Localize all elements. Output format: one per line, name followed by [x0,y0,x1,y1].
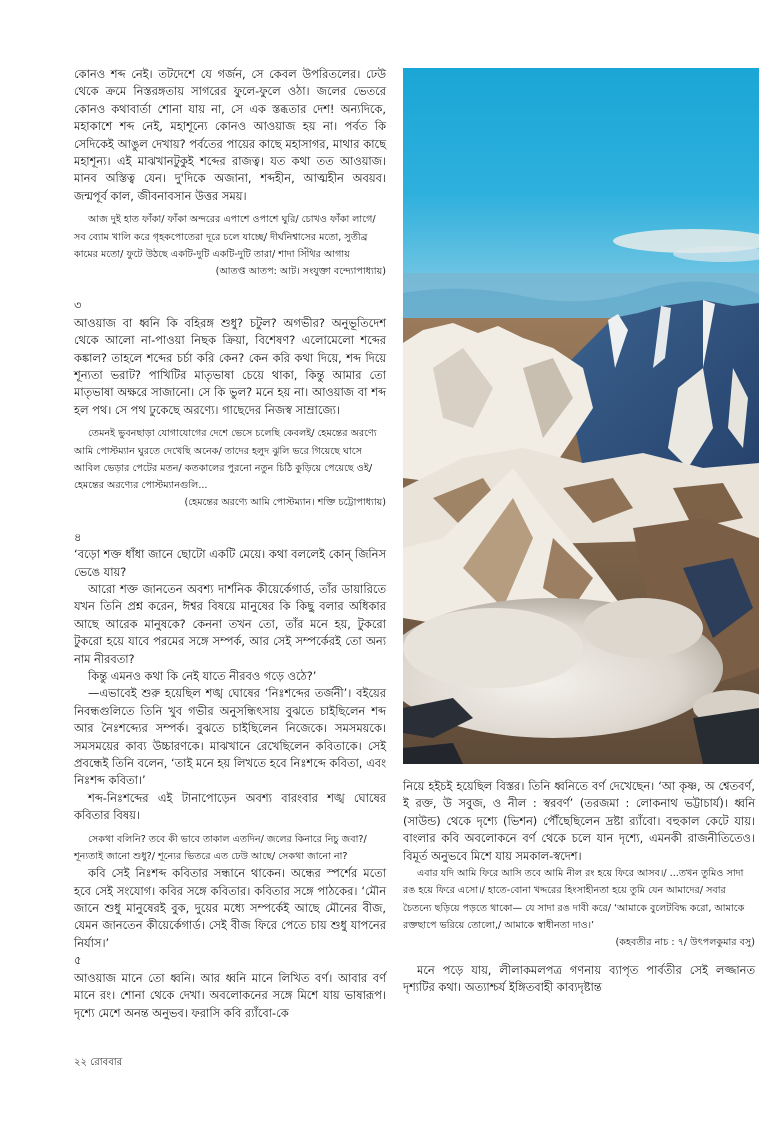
section-4-paragraph-6: কবি সেই নিঃশব্দ কবিতার সন্ধানে থাকেন। অন্ধের স্পর্শের মতো হবে সেই সংযোগ। কবির সঙ্গে কবিতার। কবিতার সঙ্গে পাঠকের। ‘মৌন জানে শুধু মানুষেরই বুক, দুয়ের মধ্যে সম্পর্কেই আছে মৌনের বীজ, যেমন জানতেন কীয়ের্কেগার্ড। সেই বীজ ফিরে পেতে চায় শুধু যাপনের নির্যাস।’ [74,866,386,950]
section-5-paragraph: আওয়াজ মানে তো ধ্বনি। আর ধ্বনি মানে লিখিত বর্ণ। আবার বর্ণ মানে রং। শোনা থেকে দেখা। অবলোকনের সঙ্গে মিশে যায় ভাষারূপ। দৃশ্যে মেশে অনন্ত অনুভব। ফরাসি কবি র‍্যাঁবো-কে [74,970,386,1020]
section-number-3: ৩ [74,298,82,313]
poem-quote-4: এবার যদি আমি ফিরে আসি তবে আমি নীল রং হয়ে ফিরে আসব।/ ...তখন তুমিও সাদা রঙ হয়ে ফিরে এসো।/ হাতে-বোনা খদ্দরের হিংসাহীনতা হয়ে তুমি যেন আমাদের/ সবার চৈতন্যে ছড়িয়ে পড়তে থাকো— যে সাদা রঙ দাবী করে/ ‘আমাকে বুলেটবিদ্ধ করো, আমাকে রক্তছাপে ভরিয়ে তোলো,/ আমাকে স্বাধীনতা দাও।’ [403,868,745,931]
section-4-paragraph-3: কিন্তু এমনও কথা কি নেই যাতে নীরবও গড়ে ওঠে?’ [88,669,317,684]
poem-quote-2: তেমনই ভুবনছাড়া যোগাযোগের দেশে ভেসে চলেছি কেবলই/ হেমন্তের অরণ্যে আমি পোস্টম্যান ঘুরতে দেখেছি অনেক/ তাদের হলুদ ঝুলি ভরে গিয়েছে ঘাসে আবিল ভেড়ার পেটের মতন/ কতকালের পুরনো নতুন চিঠি কুড়িয়ে পেয়েছে ওই/ হেমন্তের অরণ্যের পোস্টম্যানগুলি... [74,428,377,492]
mountain-landscape-image [403,68,759,764]
section-number-4: ৪ [74,529,82,544]
poem-citation-2: (হেমন্তের অরণ্যে আমি পোস্টম্যান। শক্তি চট্টোপাধ্যায়) [184,497,386,509]
section-4-quote: ‘বড়ো শক্ত ধাঁধা জানে ছোটো একটি মেয়ে। কথা বললেই কোন্ জিনিস ভেঙে যায়? [74,547,386,579]
intro-paragraph: কোনও শব্দ নেই। তটদেশে যে গর্জন, সে কেবল উপরিতলের। ঢেউ থেকে ক্রমে নিস্তরঙ্গতায় সাগরের ফুলে-ফুলে ওঠা। জলের ভেতরে কোনও কথাবার্তা শোনা যায় না, সে এক স্তব্ধতার দেশ! অন্যদিকে, মহাকাশে শব্দ নেই, মহাশূন্যে কোনও আওয়াজ হয় না। পর্বত কি সেদিকেই আঙুল দেখায়? পর্বতের পায়ের কাছে মহাসাগর, মাথার কাছে মহাশূন্য। এই মাঝখানটুকুই শব্দের রাজত্ব। যত কথা তত আওয়াজ। মানব অস্তিত্ব যেন। দু'দিকে অজানা, শব্দহীন, আত্মহীন অবয়ব। জন্মপূর্ব কাল, জীবনাবসান উত্তর সময়। [74,67,386,203]
poem-quote-1: আজ দুই হাত ফাঁকা/ ফাঁকা অন্দরের এপাশে ওপাশে ঘুরি/ চোখও ফাঁকা লাগে/ সব ব্যোম খালি করে গৃহকপোতেরা দূরে চলে যাচ্ছে/ দীর্ঘনিশ্বাসের মতো, সুতীব্র কামের মতো/ ফুটে উঠছে একটি-দুটি একটি-দুটি তারা/ শাদা সিঁথির আগায় [74,214,376,260]
page-number-label: ২২ রোববার [74,1057,123,1068]
section-3-paragraph: আওয়াজ বা ধ্বনি কি বহিরঙ্গ শুধু? চটুল? অগভীর? অনুভূতিদেশ থেকে আলো না-পাওয়া নিছক ক্রিয়া, বিশেষণ? এলোমেলো শব্দের কঙ্কাল? তাহলে শব্দের চর্চা করি কেন? কেন করি কথা দিয়ে, শব্দ দিয়ে শূন্যতা ভরাট? পাখিটির মাতৃভাষা চেয়ে থাকা, কিন্তু আমার তো মাতৃভাষা অক্ষরে সাজানো। সে কি ভুল? মনে হয় না। আওয়াজ বা শব্দ হল পথ। সে পথ ঢুকেছে অরণ্যে। গাছেদের নিজস্ব সাম্রাজ্যে। [74,315,386,417]
section-4-paragraph-5: শব্দ-নিঃশব্দের এই টানাপোড়েন অবশ্য বারংবার শঙ্খ ঘোষের কবিতার বিষয়। [74,790,386,823]
right-text-column [403,778,755,996]
poem-citation-4: (কহবতীর নাচ : ৭/ উৎপলকুমার বসু) [615,937,755,949]
section-number-5: ৫ [74,953,82,968]
section-4-paragraph-4: —এভাবেই শুরু হয়েছিল শঙ্খ ঘোষের ‘নিঃশব্দের তর্জনী’। বইয়ের নিবন্ধগুলিতে তিনি খুব গভীর অনুসন্ধিৎসায় বুঝতে চাইছিলেন শব্দ আর নৈঃশব্দ্যের সম্পর্ক। বুঝতে চাইছিলেন নিজেকে। সমসময়কে। সমসময়ের কাব্য উচ্চারণকে। মাঝখানে রেখেছিলেন কবিতাকে। সেই প্রবন্ধেই তিনি বলেন, ‘তাই মনে হয় লিখতে হবে নিঃশব্দে কবিতা, এবং নিঃশব্দ কবিতা।’ [74,686,386,788]
section-4-paragraph-2: আরো শক্ত জানতেন অবশ্য দার্শনিক কীয়ের্কেগার্ড, তাঁর ডায়ারিতে যখন তিনি প্রশ্ন করেন, ঈশ্বর বিষয়ে মানুষের কি কিছু বলার অধিকার আছে আরেক মানুষকে? কেননা তখন তো, তাঁর মনে হয়, টুকরো টুকরো হয়ে যাবে পরমের সঙ্গে সম্পর্ক, আর সেই সম্পর্কেরই তো অন্য নাম নীরবতা? [74,581,386,666]
poem-quote-3: সেকথা বলিনি? তবে কী ভাবে তাকাল এতদিন/ জলের কিনারে নিচু জবা?/ শূন্যতাই জানো শুধু?/ শূন্যের ভিতরে এত ঢেউ আছে/ সেকথা জানো না? [74,833,367,862]
left-text-column [74,66,386,1022]
poem-citation-1: (আতপ্ত আতপ: আট। সংযুক্তা বন্দ্যোপাধ্যায়) [215,266,386,278]
right-paragraph-2: মনে পড়ে যায়, লীলাকমলপত্র গণনায় ব্যাপৃত পার্বতীর সেই লজ্জানত দৃশ্যটির কথা। অত্যাশ্চর্য ইঙ্গিতবাহী কাব্যদৃষ্টান্ত [403,962,755,994]
page-footer [74,1055,122,1072]
right-paragraph-1: নিয়ে হইচই হয়েছিল বিস্তর। তিনি ধ্বনিতে বর্ণ দেখেছেন। ‘আ কৃষ্ণ, অ শ্বেতবর্ণ, ই রক্ত, উ সবুজ, ও নীল : স্বরবর্ণ’ (তরজমা : লোকনাথ ভট্টাচার্য)। ধ্বনি (সাউন্ড) থেকে দৃশ্যে (ভিশন) পৌঁছেছিলেন দ্রষ্টা র‍্যাঁবো। বহুকাল কেটে যায়। বাংলার কবি অবলোকনে বর্ণ থেকে চলে যান দৃশ্যে, এমনকী রাজনীতিতেও। বিমূর্ত অনুভবে মিশে যায় সমকাল-স্বদেশ। [403,779,755,863]
mountain-photo [403,68,759,764]
